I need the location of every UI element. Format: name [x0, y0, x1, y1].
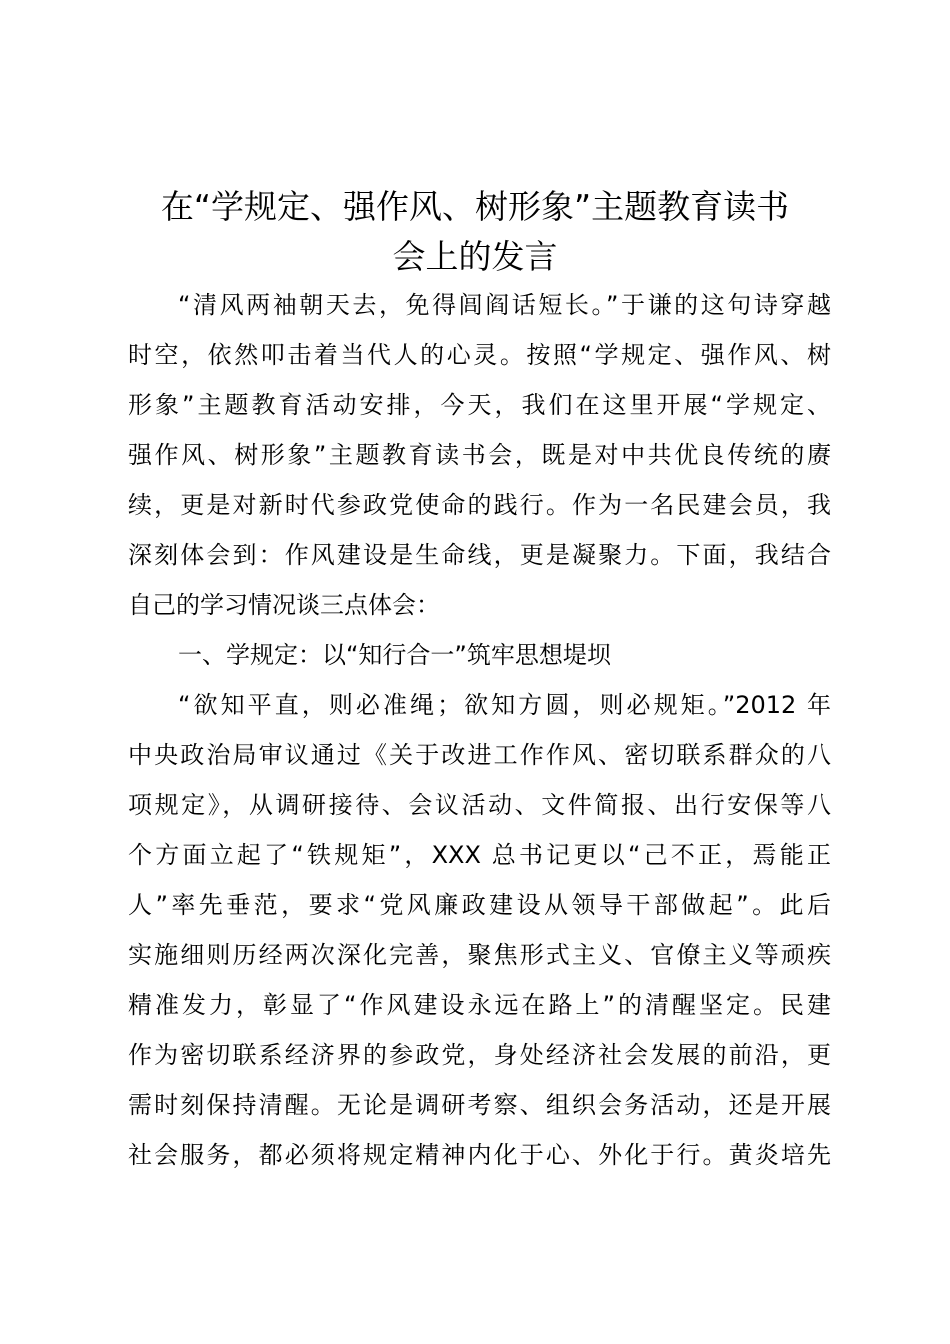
- document-body: [128, 280, 838, 1180]
- paragraph-line: 强作风、树形象”主题教育读书会，既是对中共优良传统的赓: [128, 441, 831, 469]
- paragraph-line: “欲知平直，则必准绳；欲知方圆，则必规矩。”2012 年: [178, 691, 831, 719]
- paragraph-line: 深刻体会到：作风建设是生命线，更是凝聚力。下面，我结合: [128, 541, 831, 569]
- paragraph-line: 作为密切联系经济界的参政党，身处经济社会发展的前沿，更: [128, 1041, 831, 1069]
- paragraph-line: 中央政治局审议通过《关于改进工作作风、密切联系群众的八: [128, 741, 831, 769]
- paragraph-line: “清风两袖朝天去，免得闾阎话短长。”于谦的这句诗穿越: [178, 291, 831, 319]
- paragraph-line: 实施细则历经两次深化完善，聚焦形式主义、官僚主义等顽疾: [128, 941, 831, 969]
- paragraph-line: 人”率先垂范，要求“党风廉政建设从领导干部做起”。此后: [128, 891, 831, 919]
- paragraph-line: 自己的学习情况谈三点体会：: [128, 591, 440, 619]
- paragraph-line: 项规定》，从调研接待、会议活动、文件简报、出行安保等八: [128, 791, 831, 819]
- section-heading: 一、学规定：以“知行合一”筑牢思想堤坝: [178, 641, 611, 669]
- paragraph-line: 形象”主题教育活动安排，今天，我们在这里开展“学规定、: [128, 391, 831, 419]
- paragraph-line: 社会服务，都必须将规定精神内化于心、外化于行。黄炎培先: [128, 1141, 831, 1169]
- document-title: [120, 182, 830, 282]
- paragraph-line: 精准发力，彰显了“作风建设永远在路上”的清醒坚定。民建: [128, 991, 831, 1019]
- paragraph-line: 续，更是对新时代参政党使命的践行。作为一名民建会员，我: [128, 491, 831, 519]
- title-line-1: 在“学规定、强作风、树形象”主题教育读书: [160, 187, 790, 226]
- paragraph-line: 个方面立起了“铁规矩”，XXX 总书记更以“己不正，焉能正: [128, 841, 831, 869]
- paragraph-line: 需时刻保持清醒。无论是调研考察、组织会务活动，还是开展: [128, 1091, 831, 1119]
- title-line-2: 会上的发言: [392, 237, 558, 276]
- paragraph-line: 时空，依然叩击着当代人的心灵。按照“学规定、强作风、树: [128, 341, 831, 369]
